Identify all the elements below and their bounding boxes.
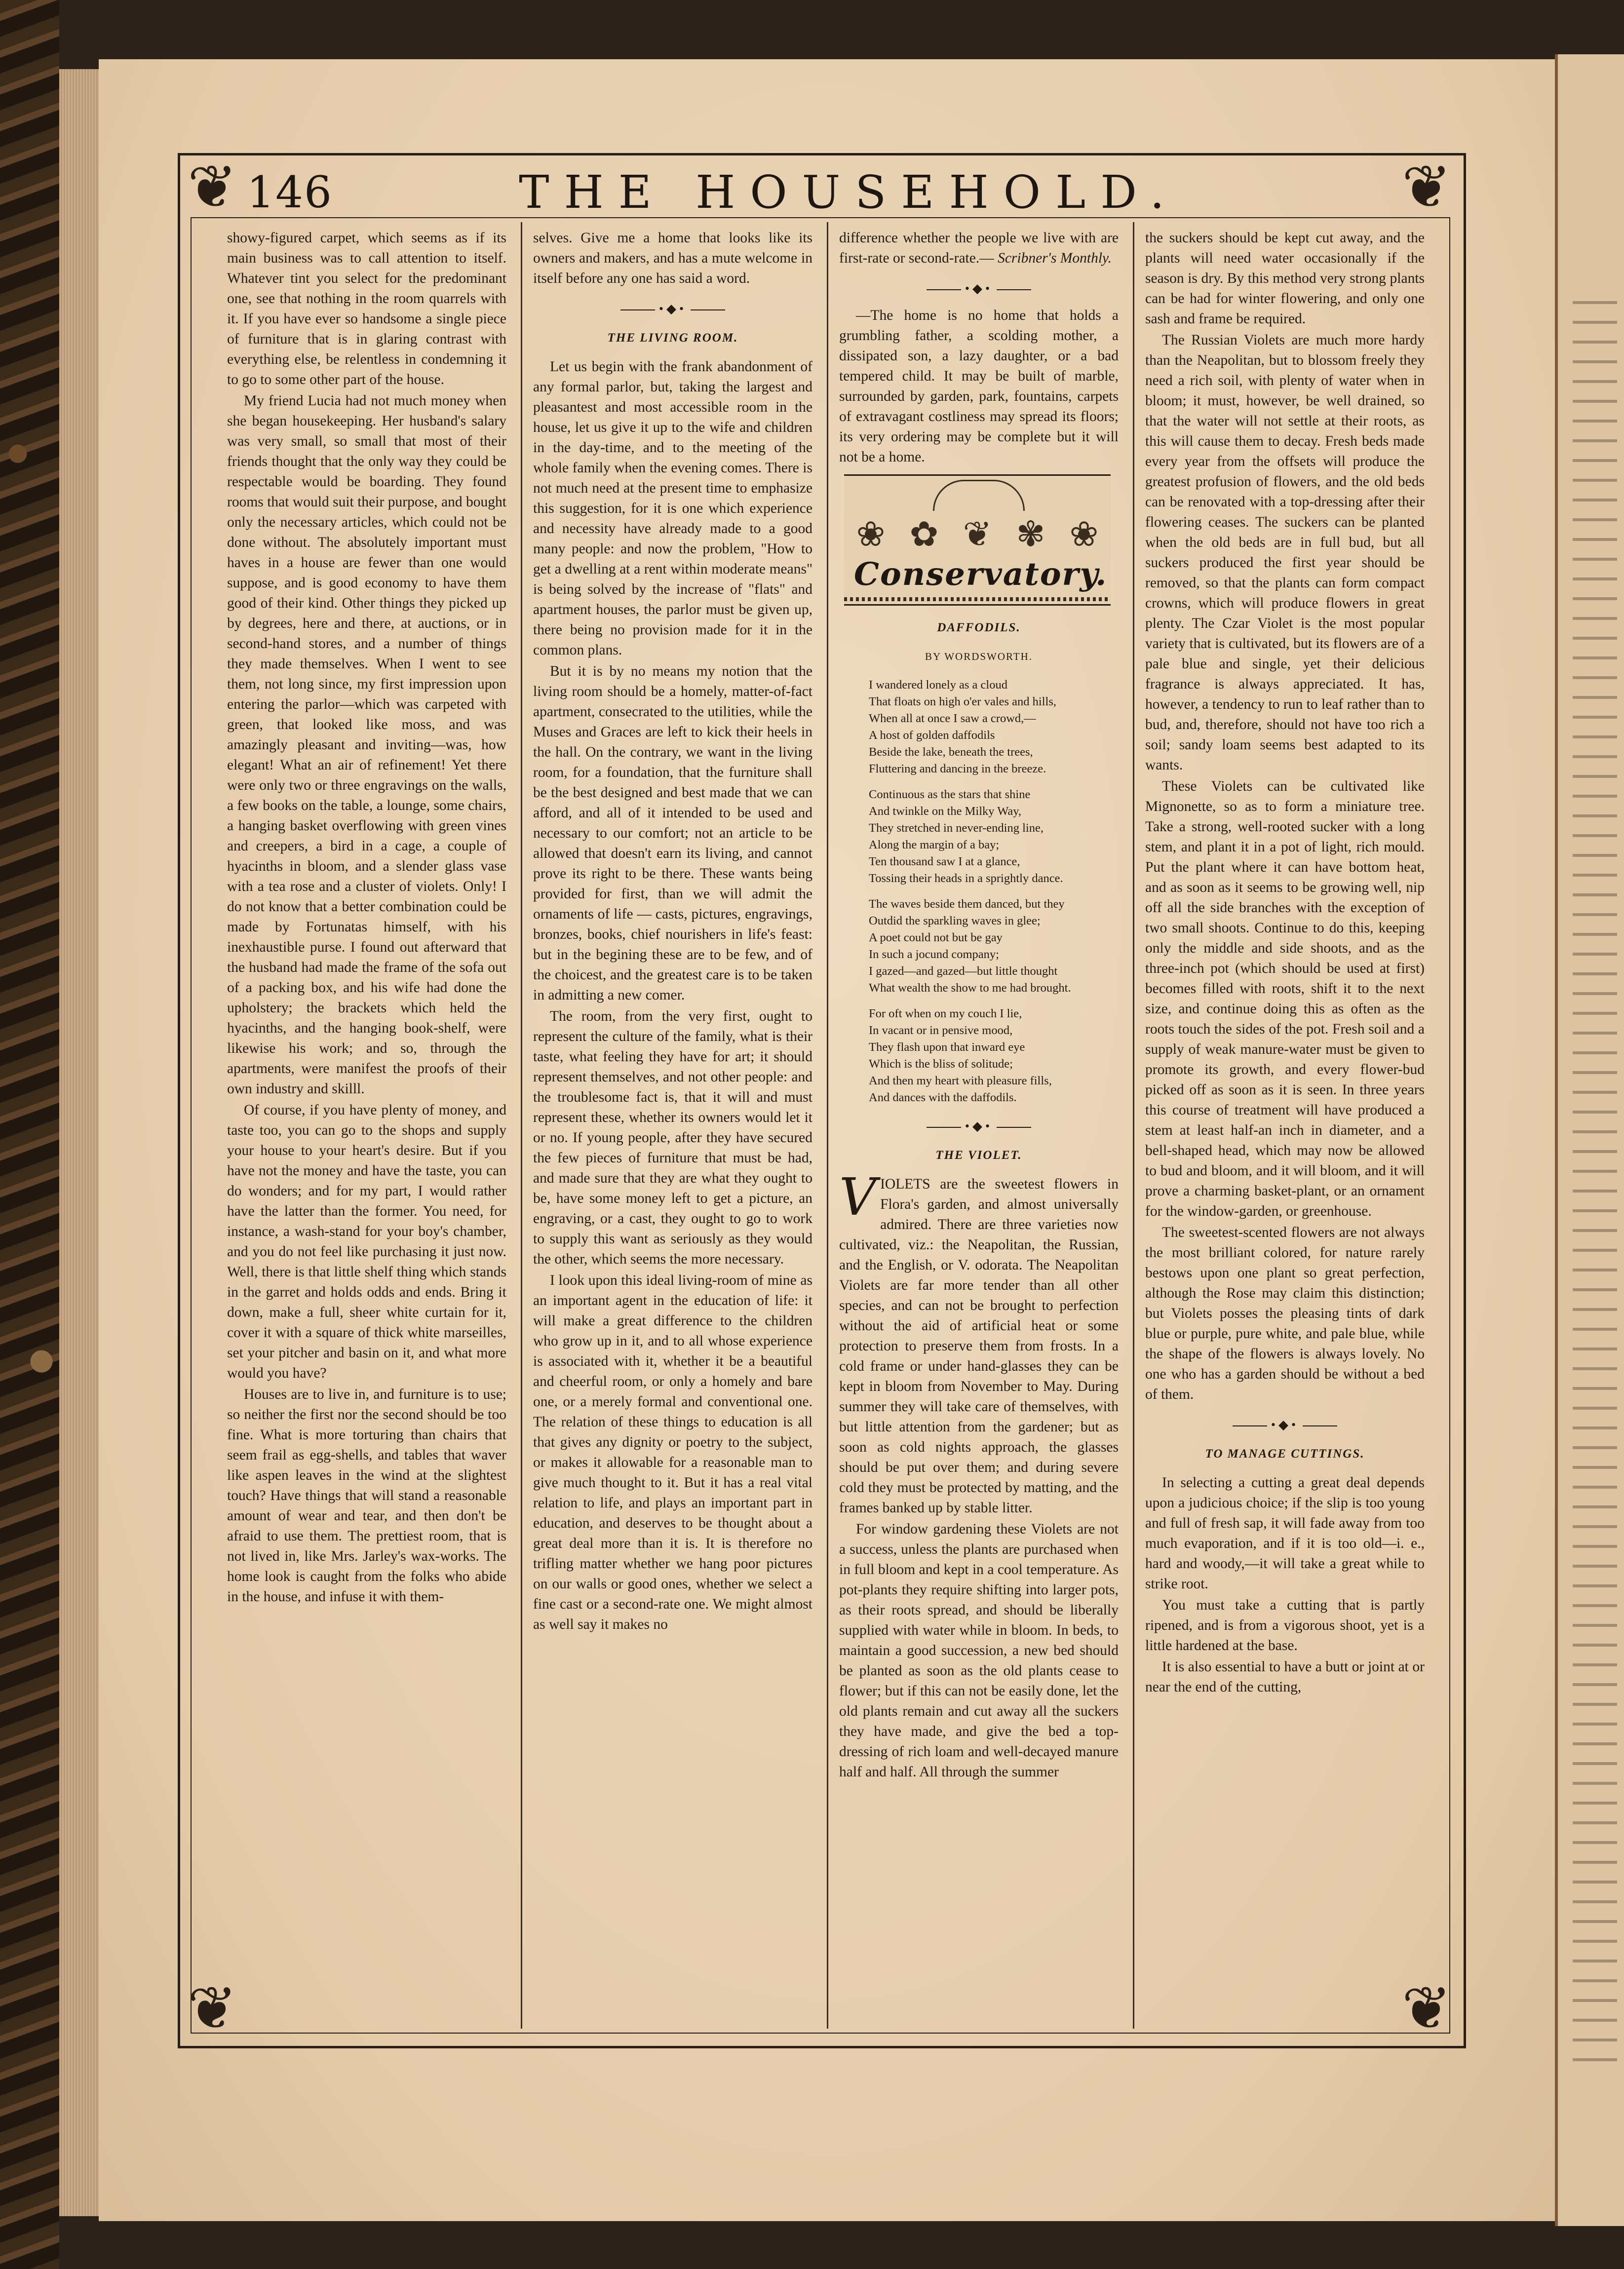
column-1 <box>227 228 506 2015</box>
poem-line: I wandered lonely as a cloud <box>869 678 1007 692</box>
paragraph: In selecting a cutting a great deal depends upon a judicious choice; if the slip is too young and full of fresh sap, it will fade away from too much evaporation, and if it is too old—i. e., hard and woody,—it will take a great while to strike root. <box>1145 1475 1425 1592</box>
poem-line: A host of golden daffodils <box>869 729 995 742</box>
paragraph: showy-figured carpet, which seems as if its main business was to call attention to itself. Whatever tint you select for the predominant one, see that nothing in the room quarrels with it. If you have ever so handsome a single piece of furniture that is in glaring contrast with everything else, be relentless in condemning it to go to some other part of the house. <box>227 230 506 387</box>
paragraph-text: IOLETS are the sweetest flowers in Flora's garden, and almost universally admired. There are three varieties now cultivated, viz.: the Neapolitan, the Russian, and the English, or V. odorata. The Neapolitan Violets are far more tender than all other species, and can not be brought to perfection without the aid of artificial heat or some protection to preserve them from frosts. In a cold frame or under hand-glasses they can be kept in bloom from November to May. During summer they will take care of themselves, with but little attention from the gardener; but as soon as cold nights approach, the glasses should be put over them; and during severe cold they must be protected by matting, and the frames banked up by stable litter. <box>839 1176 1119 1516</box>
paragraph: —The home is no home that holds a grumbling father, a scolding mother, a dissipated son, a lazy daughter, or a bad tempered child. It may be built of marble, surrounded by garden, park, fountains, carpets of extravagant costliness may spread its floors; its very ordering may be complete but it will not be a home. <box>839 308 1119 465</box>
paragraph: I look upon this ideal living-room of mine as an important agent in the education of life: it will make a great difference to the children who grow up in it, and to all whose experience is associated with it, whether it be a beautiful and cheerful room, or only a homely and bare one, or a merely formal and conventional one. The relation of these things to education is all that gives any dignity or poetry to the subject, or makes it allowable for a reasonable man to give much thought to it. But it has a real vital relation to life, and plays an important part in education, and deserves to be thought about a great deal more than it is. It is therefore no trifling matter whether we hang poor pictures on our walls or good ones, whether we select a fine cast or a second-rate one. We might almost as well say it makes no <box>533 1272 812 1632</box>
page-stack-edge <box>59 69 99 2216</box>
paragraph: The room, from the very first, ought to represent the culture of the family, what is their taste, what feeling they have for art; it should represent themselves, and not other people: and the troublesome fact is, that it will and must represent these, whether its owners would let it or no. If young people, after they have secured the few pieces of furniture that must be had, and made sure that they are what they ought to be, have some money left to get a picture, an engraving, or a cast, they ought to go to work to supply this want as seriously as they would the other, which seems the more necessary. <box>533 1008 812 1267</box>
poem-line: In vacant or in pensive mood, <box>869 1024 1013 1037</box>
ornament-divider: •◆• <box>839 1116 1119 1136</box>
paragraph: You must take a cutting that is partly ripened, and is from a vigorous shoot, yet is a little hardened at the base. <box>1145 1597 1425 1654</box>
corner-flourish-icon: ❦ <box>187 1974 237 2043</box>
page-number: 146 <box>247 167 333 218</box>
ornament-divider: •◆• <box>533 299 812 319</box>
poem-line: Which is the bliss of solitude; <box>869 1057 1013 1071</box>
paragraph: But it is by no means my notion that the living room should be a homely, matter-of-fact apartment, consecrated to the utilities, while the Muses and Graces are left to kick their heels in the hall. On the contrary, we want in the living room, for a foundation, that the furniture shall be the best designed and best made that we can afford, and all of it intended to be used and necessary to our comfort; not an article to be allowed that doesn't earn its living, and cannot prove its right to be there. These wants being provided for first, than we will admit the ornaments of life — casts, pictures, engravings, bronzes, books, chief nourishers in life's feast: but in the begining these are to be few, and of the choicest, and the greatest care is to be taken in admitting a new comer. <box>533 663 812 1003</box>
poem-stanza <box>839 1005 1119 1106</box>
poem-title: DAFFODILS. <box>937 621 1021 634</box>
poem-line: For oft when on my couch I lie, <box>869 1007 1022 1020</box>
paragraph: For window gardening these Violets are not a success, unless the plants are purchased when in full bloom and kept in a cool temperature. As pot-plants they require shifting into larger pots, as their roots spread, and should be liberally supplied with water while in bloom. In beds, to maintain a good succession, a new bed should be planted as soon as the old plants cease to flower; but if this can not be easily done, let the old plants remain and cut away all the suckers they have made, and give the bed a top-dressing of rich loam and well-decayed manure half and half. All through the summer <box>839 1521 1119 1780</box>
page-title: THE HOUSEHOLD. <box>519 166 1179 219</box>
conservatory-illustration <box>844 474 1111 606</box>
poem-line: Tossing their heads in a sprightly dance. <box>869 872 1063 885</box>
poem-line: Ten thousand saw I at a glance, <box>869 855 1020 868</box>
column-2 <box>533 228 812 2015</box>
book-cover-edge <box>0 0 59 2269</box>
corner-flourish-icon: ❦ <box>1401 1974 1452 2043</box>
column-rule <box>521 222 522 2029</box>
poem-line: The waves beside them danced, but they <box>869 897 1065 911</box>
poem-line: They stretched in never-ending line, <box>869 821 1044 835</box>
section-title-violet: THE VIOLET. <box>935 1149 1022 1162</box>
paragraph: My friend Lucia had not much money when she began housekeeping. Her husband's salary was very small, so small that most of their friends thought that the only way they could be respectable would be boarding. They found rooms that would suit their purpose, and bought only the necessary articles, which could not be done without. The absolutely important must haves in a house are fewer than one would suppose, and is good economy to have them good of their kind. Other things they picked up by degrees, here and there, at auctions, or in second-hand stores, and a number of things they made themselves. When I went to see them, not long since, my first impression upon entering the parlor—which was carpeted with green, that looked like moss, and was amazingly pleasant and inviting—was, how elegant! What an air of refinement! Yet there were only two or three engravings on the walls, a few books on the table, a lounge, some chairs, a hanging basket overflowing with green vines and creepers, a bird in a cage, a couple of hyacinths in bloom, and a slender glass vase with a tea rose and a cluster of violets. Only! I do not know that a better combination could be made by Fortunatas himself, with his inexhaustible purse. I found out afterward that the husband had made the frame of the sofa out of a packing box, and his wife had done the upholstery; the brackets which held the hyacinths, and the hanging book-shelf, were likewise his work; and so, through the apartments, were manifest the proofs of their own industry and skilll. <box>227 393 506 1097</box>
corner-flourish-icon: ❦ <box>187 153 237 222</box>
paragraph: It is also essential to have a butt or joint at or near the end of the cutting, <box>1145 1659 1425 1695</box>
poem-line: What wealth the show to me had brought. <box>869 981 1071 995</box>
paragraph: The Russian Violets are much more hardy than the Neapolitan, but to blossom freely they need a rich soil, with plenty of water when in bloom; it must, however, be well drained, so that the water will not settle at their roots, as this will cause them to decay. Fresh beds made every year from the offsets will produce the greatest profusion of flowers, and the old beds can be renovated with a top-dressing after their flowering ceases. The suckers can be planted when the old beds are in full bud, but all suckers produced the first year should be removed, so that the plants can form compact crowns, which will produce flowers in great plenty. The Czar Violet is the most popular variety that is cultivated, but its flowers are of a pale blue and single, yet their delicious fragrance is always appreciated. It has, however, a tendency to run to leaf rather than to bud, and, therefore, should not have too rich a soil; sandy loam seems best adapted to its wants. <box>1145 332 1425 773</box>
poem-line: When all at once I saw a crowd,— <box>869 712 1036 725</box>
plant-pots-icon: ❀ ✿ ❦ ✾ ❀ <box>856 516 1099 554</box>
paragraph: selves. Give me a home that looks like its owners and makers, and has a mute welcome in itself before any one has said a word. <box>533 230 812 286</box>
poem-line: And then my heart with pleasure fills, <box>869 1074 1052 1087</box>
poem-line: And twinkle on the Milky Way, <box>869 805 1022 818</box>
source-citation: Scribner's Monthly. <box>998 250 1112 266</box>
poem-line: That floats on high o'er vales and hills, <box>869 695 1057 708</box>
facing-page-edge <box>1555 54 1624 2226</box>
paragraph-text: difference whether the people we live with are first-rate or second-rate.— <box>839 230 1119 266</box>
poem-line: Outdid the sparkling waves in glee; <box>869 914 1041 927</box>
column-rule <box>1133 222 1134 2029</box>
facing-page-text <box>1573 301 1617 2078</box>
drop-cap: V <box>839 1167 877 1227</box>
poem-line: Continuous as the stars that shine <box>869 788 1031 801</box>
section-title-living-room: THE LIVING ROOM. <box>607 331 738 345</box>
poem-line: A poet could not but be gay <box>869 931 1003 944</box>
poem-line: And dances with the daffodils. <box>869 1091 1017 1104</box>
poem-line: Along the margin of a bay; <box>869 838 1000 851</box>
column-rule <box>827 222 828 2029</box>
poem-line: Beside the lake, beneath the trees, <box>869 745 1033 759</box>
paragraph: These Violets can be cultivated like Mignonette, so as to form a miniature tree. Take a strong, well-rooted sucker with a long stem, and plant it in a pot of light, rich mould. Put the plant where it can have bottom heat, and as soon as it seems to be growing well, nip off all the side branches with the exception of two small shoots. Continue to do this, keeping only the middle and side shoots, and as the three-inch pot (which should be used at first) becomes filled with roots, shift it to the next size, and continue doing this as often as the roots touch the sides of the pot. Fresh soil and a supply of weak manure-water must be given to promote its growth, and every flower-bud picked off as soon as it is seen. In three years this course of treatment will have produced a stem at least half-an inch in diameter, and a bell-shaped head, which may now be allowed to bud and bloom, and it will bloom, and it will prove a charming basket-plant, or an ornament for the window-garden, or greenhouse. <box>1145 778 1425 1219</box>
poem-line: They flash upon that inward eye <box>869 1040 1025 1054</box>
conservatory-banner: Conservatory. <box>854 556 1108 593</box>
poem-byline: BY WORDSWORTH. <box>925 651 1033 662</box>
paragraph: Let us begin with the frank abandonment of any formal parlor, but, taking the largest and pleasantest and most accessible room in the house, let us give it up to the wife and children in the day-time, and to the meeting of the whole family when the evening comes. There is not much need at the present time to emphasize this suggestion, for it is one which experience and necessity have already made to a good many people: and now the problem, "How to get a dwelling at a rent within moderate means" is being solved by the increase of "flats" and apartment houses, the parlor must be given up, there being no provision made for it in the common plans. <box>533 359 812 658</box>
page-header <box>247 168 1392 217</box>
column-4 <box>1145 228 1425 2015</box>
poem-line: I gazed—and gazed—but little thought <box>869 964 1058 978</box>
paragraph <box>839 228 1119 269</box>
poem-line: Fluttering and dancing in the breeze. <box>869 762 1046 775</box>
ornament-divider: •◆• <box>1145 1415 1425 1435</box>
poem-line: In such a jocund company; <box>869 948 999 961</box>
poem-stanza <box>839 677 1119 777</box>
ornament-divider: •◆• <box>839 278 1119 299</box>
paragraph: Of course, if you have plenty of money, and taste too, you can go to the shops and supply your house to your heart's desire. But if you have not the money and have the taste, you can do wonders; and for my part, I would rather have the latter than the former. You need, for instance, a wash-stand for your boy's chamber, and you do not feel like purchasing it just now. Well, there is that little shelf thing which stands in the garret and holds odds and ends. Bring it down, make a full, sheer white curtain for it, cover it with a square of thick white marseilles, set your pitcher and basin on it, and what more would you have? <box>227 1102 506 1381</box>
poem-stanza <box>839 786 1119 887</box>
paragraph: The sweetest-scented flowers are not always the most brilliant colored, for nature rarely bestows upon one plant so great perfection, although the Rose may claim this distinction; but Violets posses the pleasing tints of dark blue or purple, pure white, and pale blue, while the shape of the flowers is always lovely. No one who has a garden should be without a bed of them. <box>1145 1225 1425 1402</box>
corner-flourish-icon: ❦ <box>1401 153 1452 222</box>
poem-stanza <box>839 896 1119 997</box>
paragraph <box>839 1167 1119 1518</box>
section-title-cuttings: TO MANAGE CUTTINGS. <box>1205 1447 1365 1461</box>
paragraph: the suckers should be kept cut away, and the plants will need water occasionally if the season is dry. By this method very strong plants can be had for winter flowering, and only one sash and frame be required. <box>1145 230 1425 327</box>
paragraph: Houses are to live in, and furniture is to use; so neither the first nor the second should be too fine. What is more torturing than chairs that seem frail as egg-shells, and tables that waver like aspen leaves in the wind at the slightest touch? Have things that will stand a reasonable amount of wear and tear, and then don't be afraid to use them. The prettiest room, that is not lived in, like Mrs. Jarley's wax-works. The home look is caught from the folks who abide in the house, and infuse it with them- <box>227 1386 506 1605</box>
column-3 <box>839 228 1119 2015</box>
illustration-base <box>844 597 1111 601</box>
